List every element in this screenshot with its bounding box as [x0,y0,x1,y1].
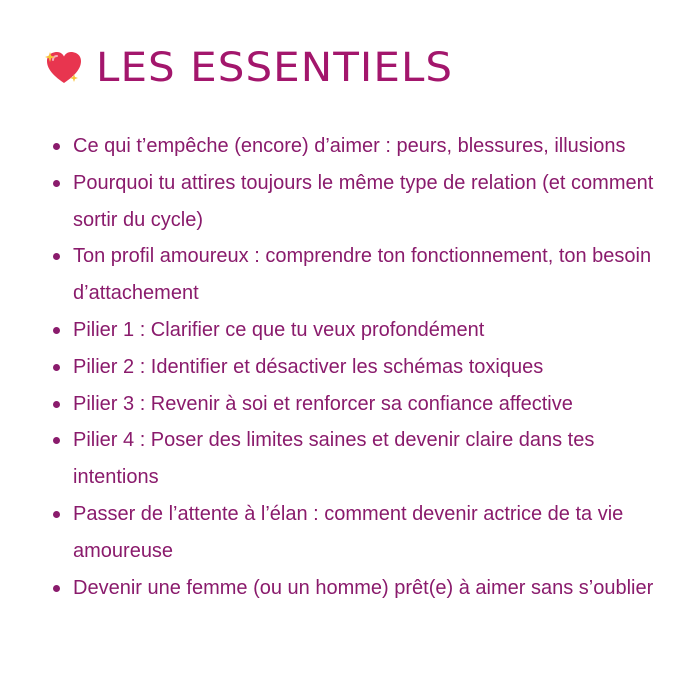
list-item-text: Pilier 2 : Identifier et désactiver les schémas toxiques [73,355,544,378]
bullet-dot [53,327,60,334]
sparkling-heart-icon [44,48,84,88]
list-item [73,386,673,423]
section-header [44,40,454,96]
list-item-text: Passer de l’attente à l’élan : comment devenir actrice de ta vie amoureuse [73,502,624,562]
bullet-dot [53,511,60,518]
list-item [73,349,673,386]
list-item [73,165,673,239]
list-item [73,422,673,496]
list-item-text: Devenir une femme (ou un homme) prêt(e) à aimer sans s’oublier [73,576,654,599]
bullet-dot [53,143,60,150]
list-item [73,128,673,165]
list-item [73,312,673,349]
bullet-dot [53,437,60,444]
list-item-text: Ton profil amoureux : comprendre ton fonctionnement, ton besoin d’attachement [73,245,652,305]
essentials-list [73,128,673,606]
bullet-dot [53,401,60,408]
section-title: LES ESSENTIELS [96,45,454,91]
list-item [73,496,673,570]
list-item-text: Pilier 3 : Revenir à soi et renforcer sa confiance affective [73,392,573,415]
list-item-text: Pilier 1 : Clarifier ce que tu veux profondément [73,318,485,341]
list-item-text: Pilier 4 : Poser des limites saines et devenir claire dans tes intentions [73,429,595,489]
bullet-dot [53,180,60,187]
list-item [73,570,673,607]
bullet-dot [53,253,60,260]
bullet-dot [53,585,60,592]
list-item-text: Pourquoi tu attires toujours le même type de relation (et comment sortir du cycle) [73,171,654,231]
list-item [73,238,673,312]
bullet-dot [53,364,60,371]
list-item-text: Ce qui t’empêche (encore) d’aimer : peurs, blessures, illusions [73,135,626,157]
